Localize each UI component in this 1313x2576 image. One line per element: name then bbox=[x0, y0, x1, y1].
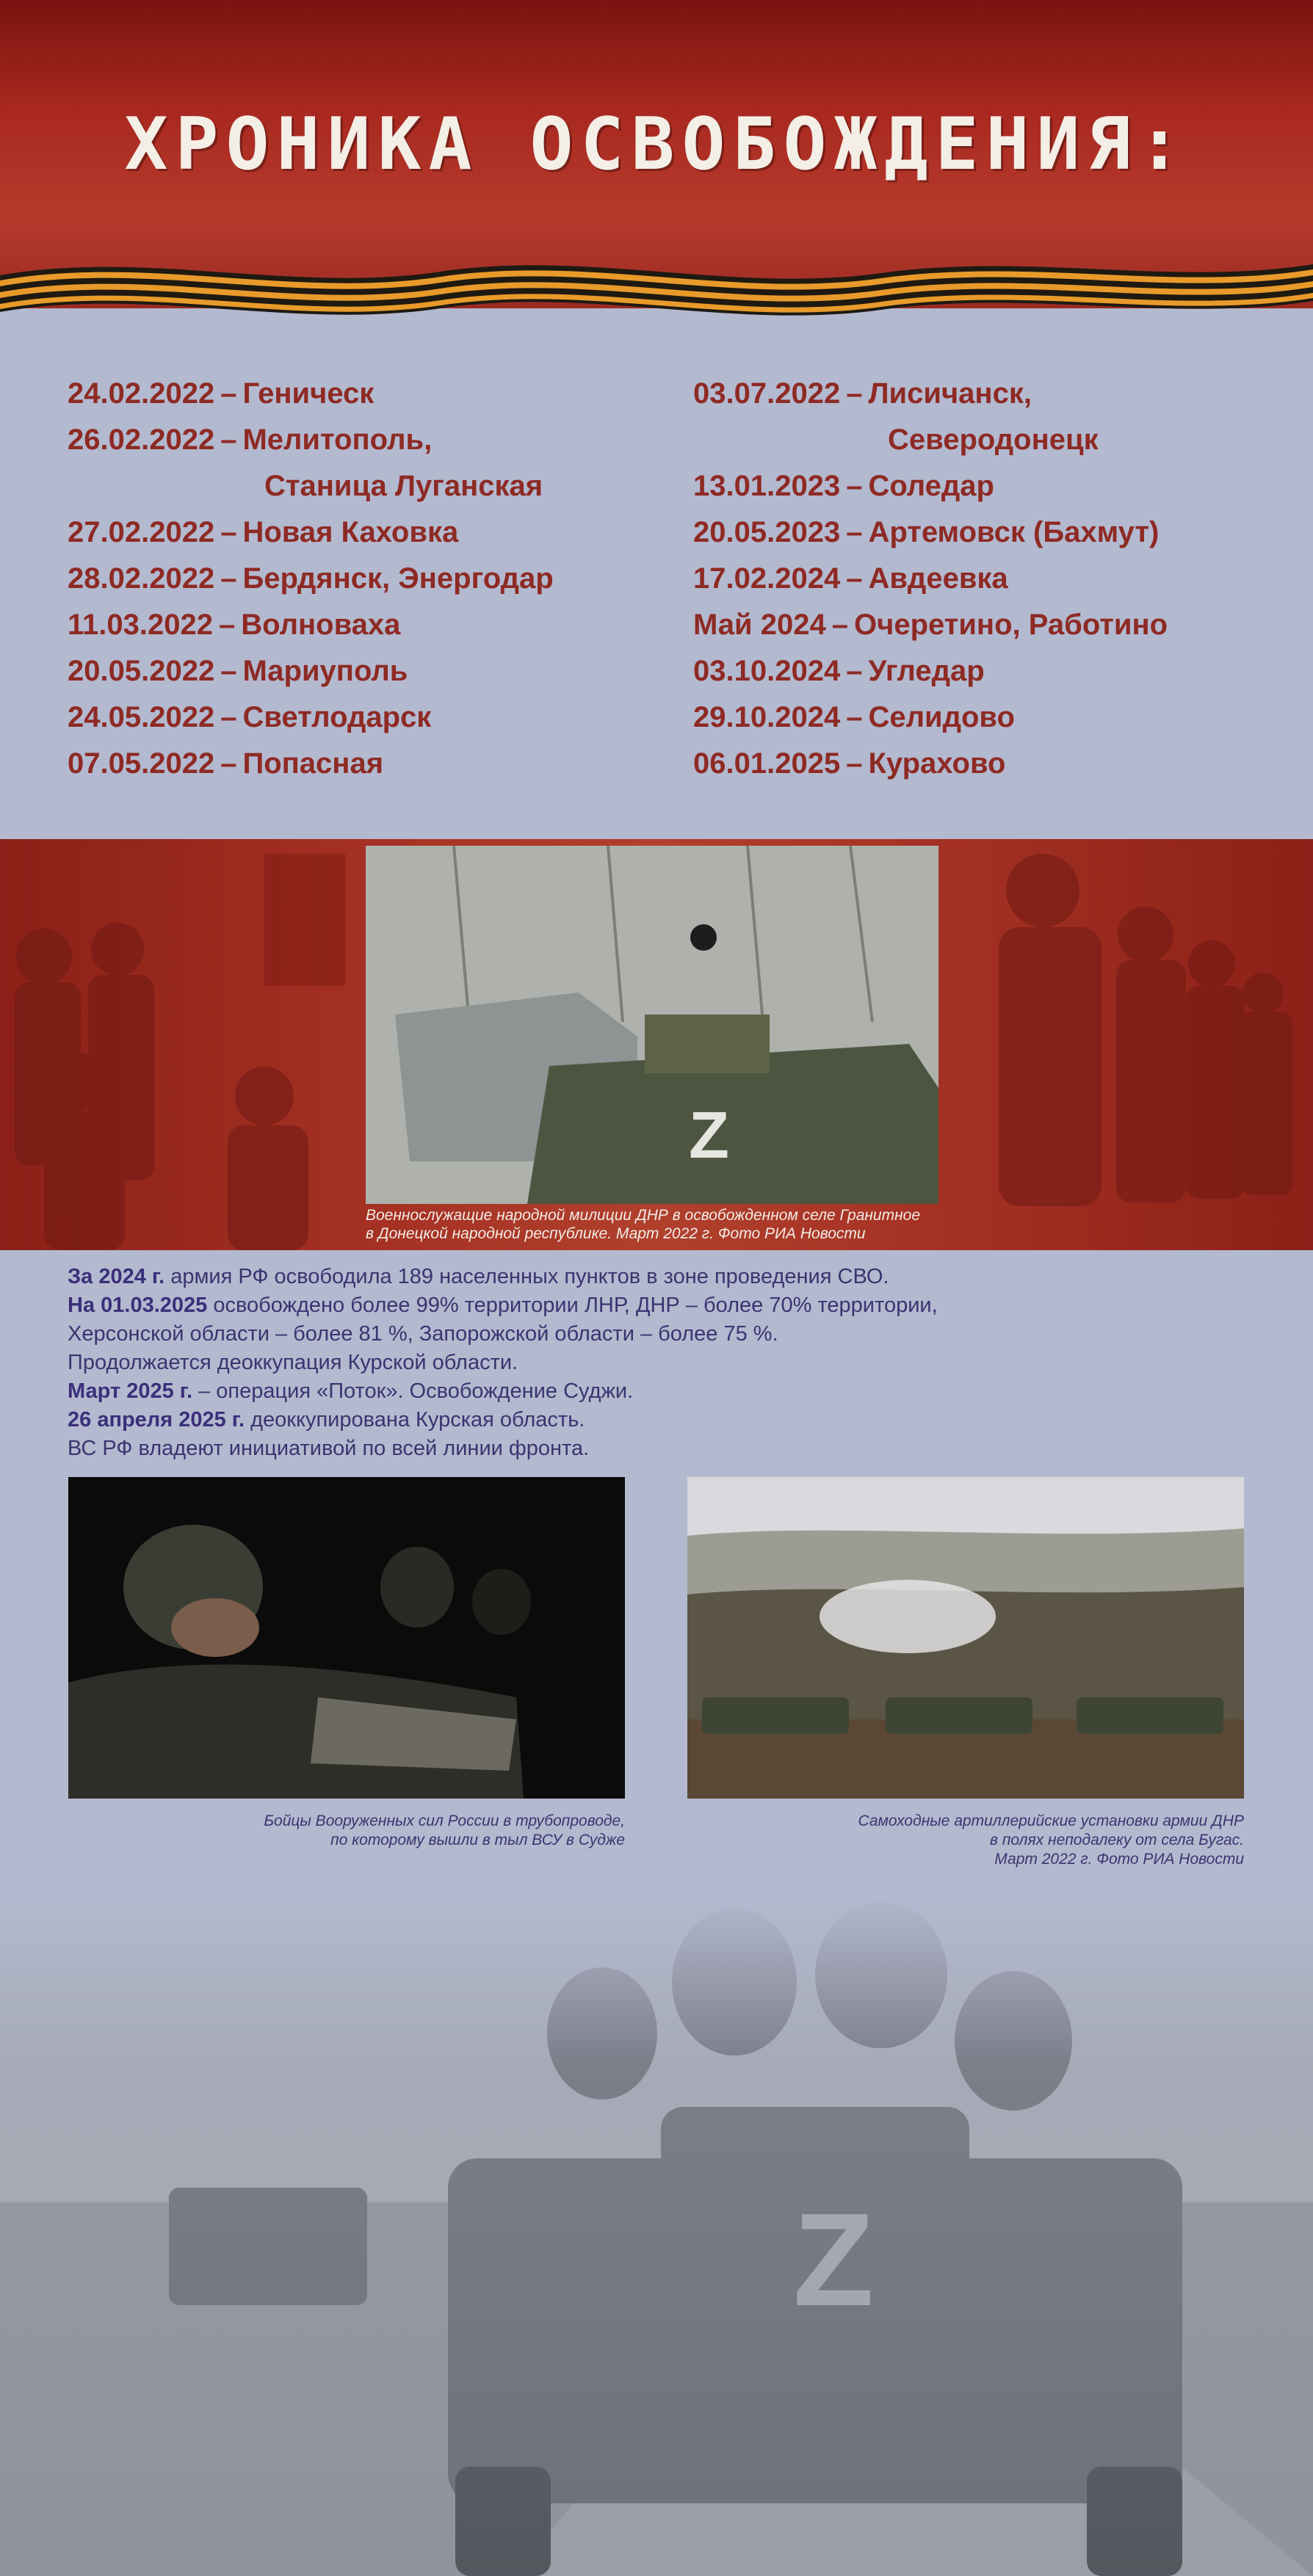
chronicle-entry: 28.02.2022 – Бердянск, Энергодар bbox=[68, 556, 670, 602]
summary-line: Март 2025 г. – операция «Поток». Освобождение Суджи. bbox=[68, 1379, 634, 1403]
entry-place: Мариуполь bbox=[242, 655, 408, 687]
entry-date: 28.02.2022 bbox=[68, 562, 215, 595]
bottom-tank-photo bbox=[0, 1894, 1313, 2576]
entry-date: 03.07.2022 bbox=[693, 377, 841, 410]
entry-place: Лисичанск, bbox=[868, 377, 1032, 410]
entry-place: Попасная bbox=[242, 747, 384, 780]
entry-place: Бердянск, Энергодар bbox=[242, 562, 554, 595]
summary-line: 26 апреля 2025 г. деоккупирована Курская область. bbox=[68, 1408, 585, 1432]
entry-place: Артемовск (Бахмут) bbox=[868, 516, 1160, 548]
chronicle-entry: 20.05.2022 – Мариуполь bbox=[68, 648, 670, 694]
chronicle-entry: 07.05.2022 – Попасная bbox=[68, 741, 670, 787]
chronicle-entry: 11.03.2022 – Волноваха bbox=[68, 602, 670, 648]
chronicle-entry: 13.01.2023 – Соледар bbox=[693, 463, 1295, 509]
chronicle-entry: 26.02.2022 – Мелитополь, bbox=[68, 417, 670, 463]
entry-place: Соледар bbox=[868, 470, 994, 502]
chronicle-entry: 24.02.2022 – Геническ bbox=[68, 371, 670, 417]
chronicle-entry: 03.10.2024 – Угледар bbox=[693, 648, 1295, 694]
entry-place: Авдеевка bbox=[868, 562, 1008, 595]
entry-place: Угледар bbox=[868, 655, 985, 687]
entry-date: 07.05.2022 bbox=[68, 747, 215, 780]
entry-place: Новая Каховка bbox=[242, 516, 459, 548]
summary-line: Продолжается деоккупация Курской области. bbox=[68, 1351, 518, 1374]
chronicle-entry: 27.02.2022 – Новая Каховка bbox=[68, 509, 670, 556]
st-george-ribbon bbox=[0, 242, 1313, 330]
entry-date: 20.05.2022 bbox=[68, 655, 215, 687]
caption-line: в Донецкой народной республике. Март 2022 г. Фото РИА Новости bbox=[366, 1225, 866, 1242]
entry-date: 17.02.2024 bbox=[693, 562, 841, 595]
chronicle-entry-continuation bbox=[693, 417, 1295, 463]
photo-soldiers-pipeline bbox=[68, 1477, 625, 1799]
entry-date: 06.01.2025 bbox=[693, 747, 841, 780]
entry-place: Светлодарск bbox=[242, 701, 432, 733]
entry-place: Волноваха bbox=[241, 609, 401, 641]
entry-place: Селидово bbox=[868, 701, 1015, 733]
entry-place: Курахово bbox=[868, 747, 1006, 780]
photo-main-caption bbox=[366, 1206, 997, 1243]
caption-line: Самоходные артиллерийские установки армии ДНР bbox=[858, 1813, 1244, 1829]
caption-line: по которому вышли в тыл ВСУ в Судже bbox=[330, 1832, 625, 1848]
entry-place-cont: Северодонецк bbox=[888, 424, 1099, 456]
caption-line: Бойцы Вооруженных сил России в трубопроводе, bbox=[264, 1813, 625, 1829]
photo-armored-vehicles bbox=[366, 846, 938, 1204]
entry-date: 11.03.2022 bbox=[68, 609, 213, 641]
entry-date: 27.02.2022 bbox=[68, 516, 215, 548]
entry-date: 13.01.2023 bbox=[693, 470, 841, 502]
svg-text:Z: Z bbox=[689, 1099, 729, 1172]
header-banner bbox=[0, 0, 1313, 308]
entry-date: 03.10.2024 bbox=[693, 655, 841, 687]
summary-text bbox=[68, 1263, 1169, 1463]
entry-place: Мелитополь, bbox=[242, 424, 433, 456]
entry-date: 24.02.2022 bbox=[68, 377, 215, 410]
chronicle-right-column bbox=[693, 371, 1295, 787]
chronicle-entry: 06.01.2025 – Курахово bbox=[693, 741, 1295, 787]
caption-line: Военнослужащие народной милиции ДНР в освобожденном селе Гранитное bbox=[366, 1207, 921, 1224]
chronicle-left-column bbox=[68, 371, 670, 787]
caption-line: в полях неподалеку от села Бугас. bbox=[990, 1832, 1244, 1848]
summary-line: За 2024 г. армия РФ освободила 189 населенных пунктов в зоне проведения СВО. bbox=[68, 1265, 889, 1288]
chronicle-entry-continuation bbox=[68, 463, 670, 509]
photo-right-caption bbox=[687, 1812, 1244, 1869]
entry-date: 20.05.2023 bbox=[693, 516, 841, 548]
chronicle-entry: 17.02.2024 – Авдеевка bbox=[693, 556, 1295, 602]
chronicle-entry: 24.05.2022 – Светлодарск bbox=[68, 694, 670, 741]
summary-line: ВС РФ владеют инициативой по всей линии фронта. bbox=[68, 1437, 590, 1460]
page-title: ХРОНИКА ОСВОБОЖДЕНИЯ: bbox=[124, 103, 1189, 186]
entry-place: Геническ bbox=[242, 377, 375, 410]
entry-date: 29.10.2024 bbox=[693, 701, 841, 733]
photo-artillery-field bbox=[687, 1477, 1244, 1799]
chronicle-entry: 03.07.2022 – Лисичанск, bbox=[693, 371, 1295, 417]
summary-line: Херсонской области – более 81 %, Запорожской области – более 75 %. bbox=[68, 1322, 778, 1346]
entry-date: 24.05.2022 bbox=[68, 701, 215, 733]
chronicle-entry: Май 2024 – Очеретино, Работино bbox=[693, 602, 1295, 648]
entry-place: Очеретино, Работино bbox=[854, 609, 1168, 641]
chronicle-entry: 20.05.2023 – Артемовск (Бахмут) bbox=[693, 509, 1295, 556]
entry-place-cont: Станица Луганская bbox=[264, 470, 543, 502]
chronicle-entry: 29.10.2024 – Селидово bbox=[693, 694, 1295, 741]
caption-line: Март 2022 г. Фото РИА Новости bbox=[994, 1851, 1244, 1868]
summary-line: На 01.03.2025 освобождено более 99% территории ЛНР, ДНР – более 70% территории, bbox=[68, 1294, 938, 1317]
photo-left-caption bbox=[68, 1812, 625, 1850]
entry-date: Май 2024 bbox=[693, 609, 826, 641]
entry-date: 26.02.2022 bbox=[68, 424, 215, 456]
